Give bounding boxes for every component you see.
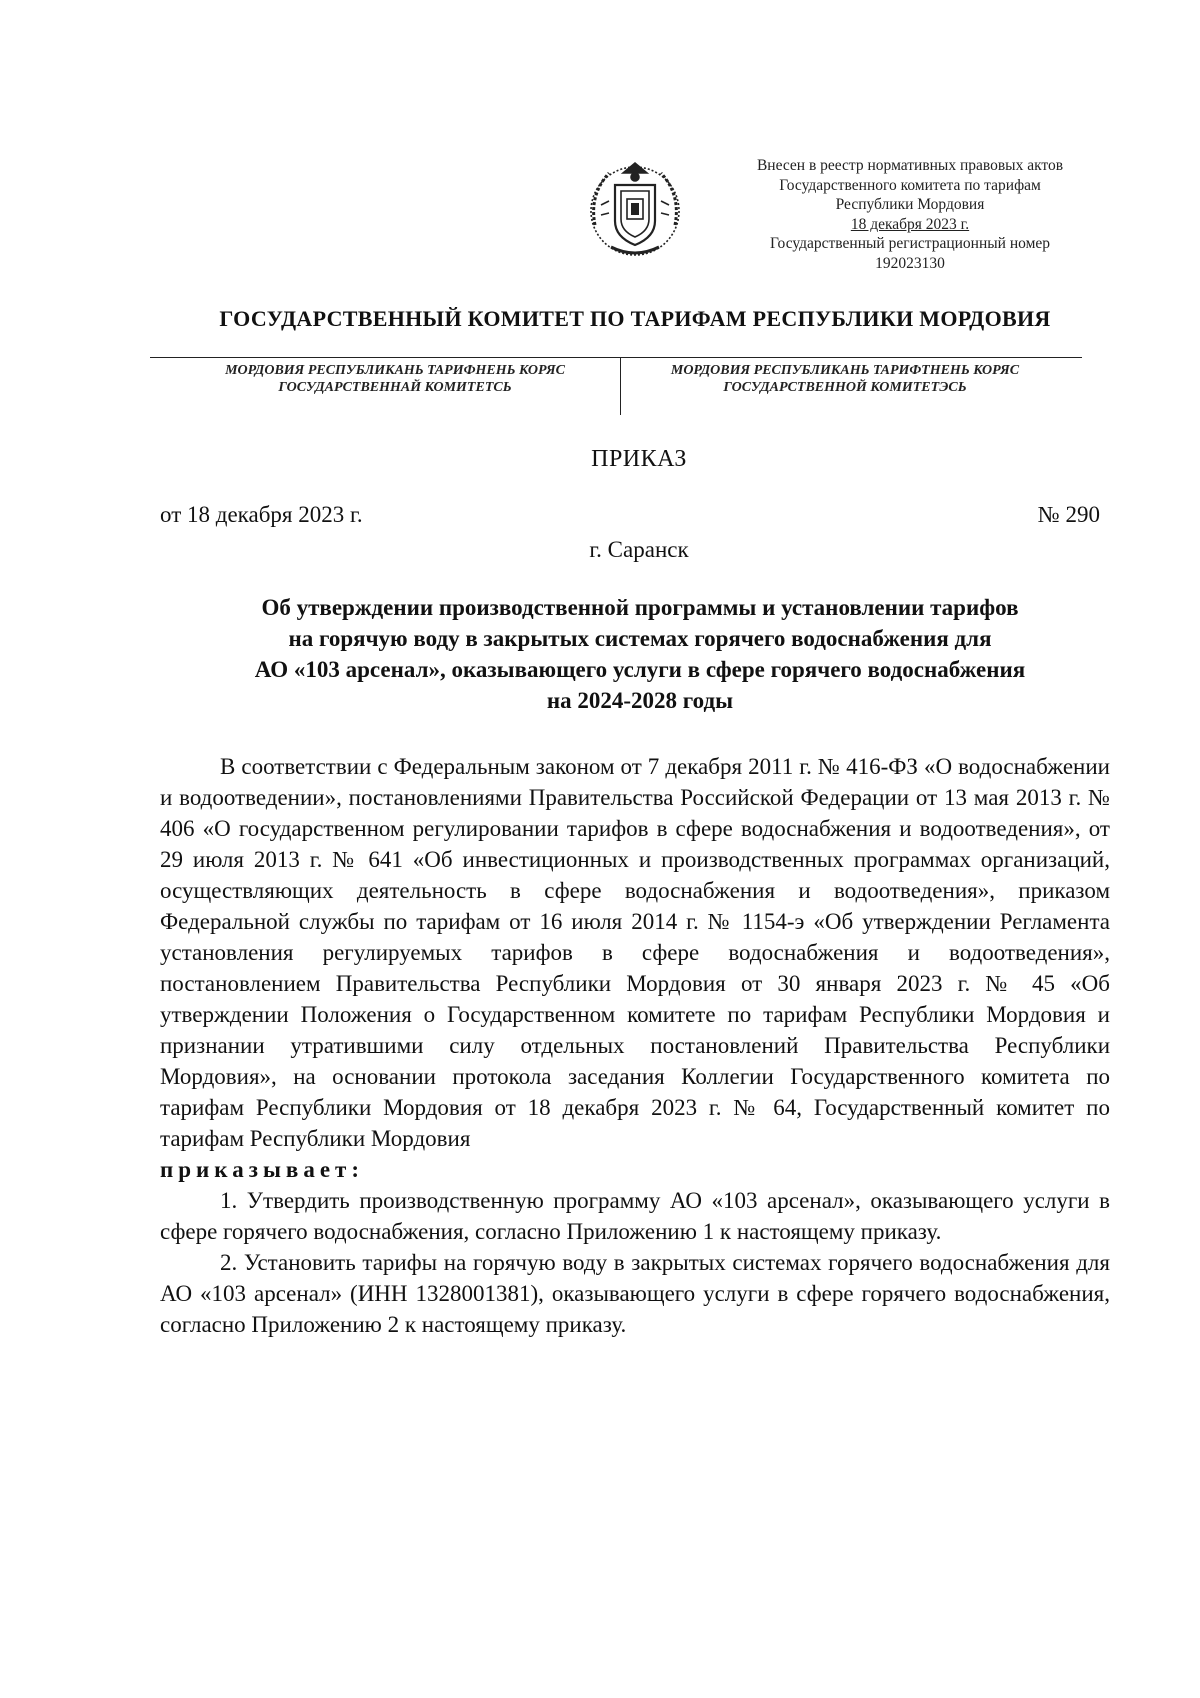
document-city: г. Саранск xyxy=(589,537,689,562)
heading-line: Об утверждении производственной программы и установлении тарифов xyxy=(261,595,1019,620)
agency-name-erzya-line2: ГОСУДАРСТВЕННОЙ КОМИТЕТЭСЬ xyxy=(723,380,967,395)
registry-date: 18 декабря 2023 г. xyxy=(850,215,970,233)
header-divider xyxy=(150,357,1082,358)
decree-word: приказывает: xyxy=(160,1157,364,1182)
heading-line: на горячую воду в закрытых системах горячего водоснабжения для xyxy=(288,626,992,651)
registry-line: Государственного комитета по тарифам xyxy=(779,176,1041,194)
registry-note xyxy=(725,156,1095,273)
agency-title: ГОСУДАРСТВЕННЫЙ КОМИТЕТ ПО ТАРИФАМ РЕСПУБЛИКИ МОРДОВИЯ xyxy=(219,306,1051,331)
document-heading xyxy=(165,592,1115,716)
order-item-1: 1. Утвердить производственную программу АО «103 арсенал», оказывающего услуги в сфере горячего водоснабжения, согласно Приложению 1 к настоящему приказу. xyxy=(160,1188,1110,1244)
agency-name-erzya-line1: МОРДОВИЯ РЕСПУБЛИКАНЬ ТАРИФТНЕНЬ КОРЯС xyxy=(670,363,1020,378)
coat-of-arms-icon xyxy=(581,155,689,263)
registry-line: Республики Мордовия xyxy=(835,196,985,213)
registry-line: Внесен в реестр нормативных правовых актов xyxy=(756,157,1064,174)
registry-line: Государственный регистрационный номер xyxy=(769,235,1051,252)
heading-line: на 2024-2028 годы xyxy=(546,688,734,713)
document-date: от 18 декабря 2023 г. xyxy=(160,502,363,527)
order-item-2: 2. Установить тарифы на горячую воду в закрытых системах горячего водоснабжения для АО «103 арсенал» (ИНН 1328001381), оказывающего услуги в сфере горячего водоснабжения, согласно Приложению 2 к настоящему приказу. xyxy=(160,1250,1110,1337)
document-body xyxy=(160,751,1110,1340)
document-number: № 290 xyxy=(1037,502,1100,527)
agency-name-moksha-line2: ГОСУДАРСТВЕННАЙ КОМИТЕТСЬ xyxy=(278,380,512,395)
document-type: ПРИКАЗ xyxy=(591,446,687,472)
agency-name-erzya xyxy=(635,362,1055,396)
preamble-paragraph xyxy=(160,751,1110,1154)
agency-name-moksha xyxy=(185,362,605,396)
header-vertical-divider xyxy=(620,357,621,415)
heading-line: АО «103 арсенал», оказывающего услуги в сфере горячего водоснабжения xyxy=(254,657,1026,682)
agency-name-moksha-line1: МОРДОВИЯ РЕСПУБЛИКАНЬ ТАРИФНЕНЬ КОРЯС xyxy=(225,363,565,378)
registry-number: 192023130 xyxy=(875,254,945,272)
preamble-text: В соответствии с Федеральным законом от 7 декабря 2011 г. № 416-ФЗ «О водоснабжении и водоотведении», постановлениями Правительства Российской Федерации от 13 мая 2013 г. № 406 «О государственном регулировании тарифов в сфере водоснабжения и водоотведения», от 29 июля 2013 г. № 641 «Об инвестиционных и производственных программах организаций, осуществляющих деятельность в сфере водоснабжения и водоотведения», приказом Федеральной службы по тарифам от 16 июля 2014 г. № 1154-э «Об утверждении Регламента установления регулируемых тарифов в сфере водоснабжения и водоотведения», постановлением Правительства Республики Мордовия от 30 января 2023 г. № 45 «Об утверждении Положения о Государственном комитете по тарифам Республики Мордовия и признании утратившими силу отдельных постановлений Правительства Республики Мордовия», на основании протокола заседания Коллегии Государственного комитета по тарифам Республики Мордовия от 18 декабря 2023 г. № 64, Государственный комитет по тарифам Республики Мордовия xyxy=(160,754,1110,1151)
